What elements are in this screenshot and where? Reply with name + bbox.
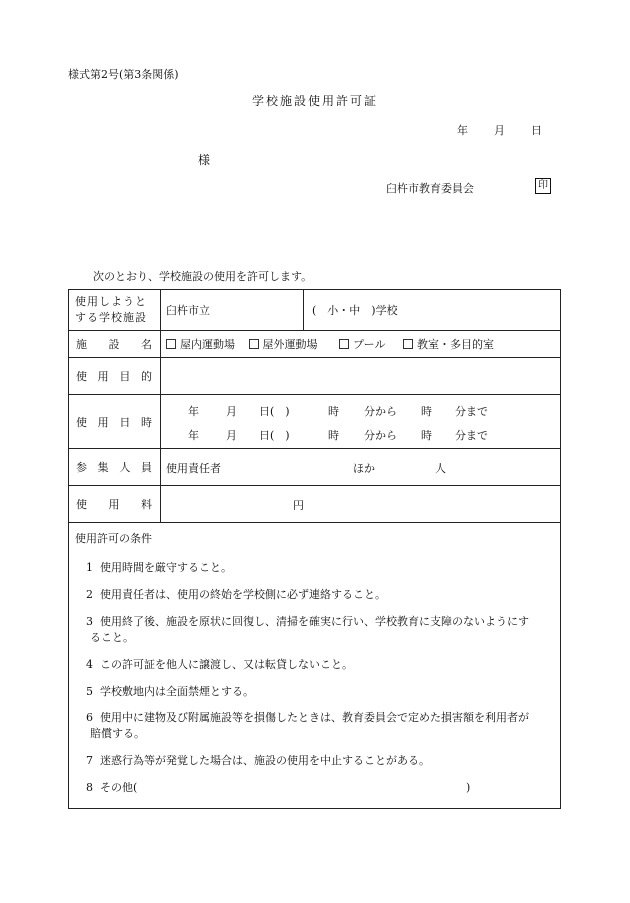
- school-city: 臼杵市立: [166, 304, 210, 317]
- document-title: 学校施設使用許可証: [251, 94, 378, 108]
- datetime-field[interactable]: [161, 395, 561, 449]
- conditions-title: 使用許可の条件: [75, 532, 152, 545]
- school-type-cell[interactable]: [304, 290, 561, 331]
- date-day-label: 日: [531, 124, 542, 137]
- purpose-label: 使 用 目 的: [76, 370, 152, 383]
- attendance-label: 参 集 人 員: [76, 461, 152, 474]
- intro-text: 次のとおり、学校施設の使用を許可します。: [93, 270, 313, 283]
- facility-options: [161, 331, 561, 358]
- fee-field[interactable]: [161, 486, 561, 523]
- issue-date: [457, 122, 542, 138]
- others-label: ほか: [353, 462, 375, 475]
- condition-item-2: 2 使用責任者は、使用の終始を学校側に必ず連絡すること。: [86, 588, 386, 601]
- facility-checkbox-outdoor-field[interactable]: 屋外運動場: [249, 336, 318, 352]
- checkbox-icon: [403, 339, 413, 349]
- condition-item-6: 6 使用中に建物及び附属施設等を損傷したときは、教育委員会で定めた損害額を利用者が 賠償する。: [86, 711, 529, 740]
- fee-unit: 円: [293, 499, 304, 512]
- checkbox-icon: [166, 339, 176, 349]
- datetime-line-1: 年 月 日( ) 時 分から 時 分まで: [188, 404, 488, 418]
- addressee-suffix: 様: [198, 153, 211, 167]
- fee-row: [69, 486, 561, 523]
- attendance-row: [69, 449, 561, 486]
- datetime-line-2: 年 月 日( ) 時 分から 時 分まで: [188, 428, 488, 442]
- attendance-field[interactable]: [161, 449, 561, 486]
- checkbox-icon: [339, 339, 349, 349]
- school-label-cell: [69, 290, 161, 331]
- condition-item-5: 5 学校敷地内は全面禁煙とする。: [86, 685, 254, 698]
- permit-form-table: [68, 289, 561, 809]
- seal-mark: 印: [535, 178, 551, 194]
- issuer-name: 臼杵市教育委員会: [386, 182, 474, 195]
- condition-item-8: 8 その他( ): [86, 781, 471, 794]
- condition-item-3: 3 使用終了後、施設を原状に回復し、清掃を確実に行い、学校教育に支障のないようにす ること。: [86, 615, 529, 644]
- checkbox-icon: [249, 339, 259, 349]
- purpose-field[interactable]: [161, 358, 561, 395]
- facility-checkbox-indoor-gym[interactable]: 屋内運動場: [166, 336, 235, 352]
- facility-label: 施 設 名: [76, 338, 152, 351]
- school-label: 使用しようとする学校施設: [75, 295, 147, 324]
- form-number: 様式第2号(第3条関係): [68, 68, 179, 81]
- fee-label: 使 用 料: [76, 498, 152, 511]
- people-unit: 人: [435, 462, 446, 475]
- conditions-row: [69, 523, 561, 809]
- purpose-row: [69, 358, 561, 395]
- responsible-person-label: 使用責任者: [166, 462, 221, 475]
- school-city-cell[interactable]: [161, 290, 304, 331]
- date-year-label: 年: [457, 124, 468, 137]
- facility-checkbox-pool[interactable]: プール: [339, 336, 385, 352]
- datetime-label: 使 用 日 時: [76, 415, 152, 429]
- facility-row: [69, 331, 561, 358]
- facility-checkbox-classroom[interactable]: 教室・多目的室: [403, 336, 494, 352]
- conditions-cell: [69, 523, 561, 809]
- school-type: ( 小・中 )学校: [312, 304, 398, 317]
- condition-item-4: 4 この許可証を他人に譲渡し、又は転貸しないこと。: [86, 658, 353, 671]
- condition-item-7: 7 迷惑行為等が発覚した場合は、施設の使用を中止することがある。: [86, 754, 430, 767]
- date-month-label: 月: [494, 124, 505, 137]
- condition-item-1: 1 使用時間を厳守すること。: [86, 561, 232, 574]
- datetime-row: [69, 395, 561, 449]
- school-row: [69, 290, 561, 331]
